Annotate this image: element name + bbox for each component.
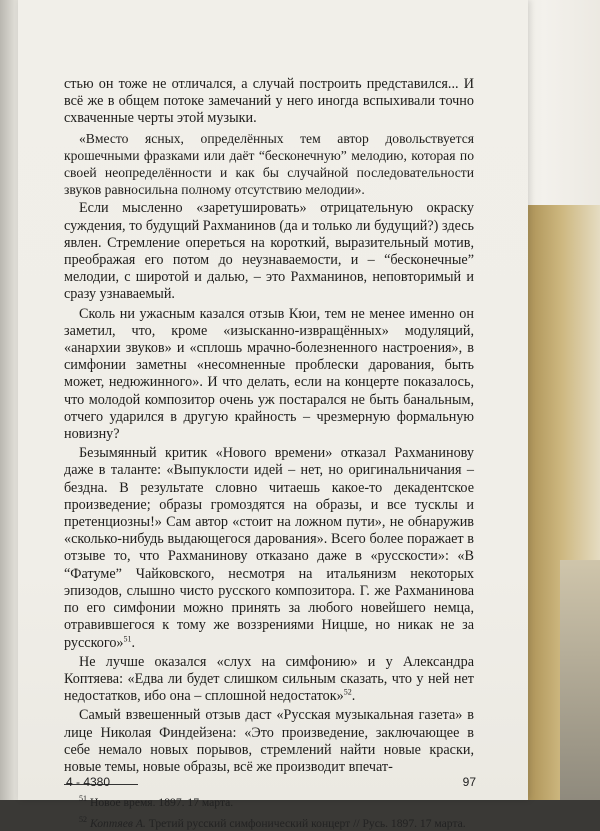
book-page xyxy=(18,0,528,830)
paragraph-quote-cui: «Вместо ясных, определённых тем автор довольствуется крошечными фразками или даёт “бесконечную” мелодию, которая по своей неопределённости и как бы случайной последовательности звуков равносильна полному отсутствию мелодии». xyxy=(64,130,474,198)
paragraph-retouch: Если мысленно «заретушировать» отрицательную окраску суждения, то будущий Рахманинов (да и только ли будущий?) здесь явлен. Стремление опереться на короткий, выразительный мотив, преображая его потом до неузнаваемости, и – “бесконечные” мелодии, с широтой и далью, – это Рахманинов, неповторимый и сразу узнаваемый. xyxy=(64,200,474,303)
paragraph-findeisen: Самый взвешенный отзыв даст «Русская музыкальная газета» в лице Николая Финдейзена: «Это произведение, заключающее в себе немало новых порывов, стремлений найти новые краски, новые темы, новые образы, всё же производит впечат- xyxy=(64,707,474,775)
paragraph-text: Безымянный критик «Нового времени» отказал Рахманинову даже в таланте: «Выпуклости идей – нет, но оригинальничания – бездна. В результате словно читаешь какое-то декадентское произведение; образы громоздятся на образы, и все тусклы и претенциозны!» Сам автор «стоит на ложном пути», не обнаружив «сколько-нибудь выдающегося дарования». Всего более поражает в отзыве то, что Рахманинову отказано даже в «русскости»: «В “Фатуме” Чайковского, несмотря на итальянизм некоторых эпизодов, слышно чисто русского композитора. Г. же Рахманинова по его симфонии можно принять за любого новейшего немца, отравившегося к тому же воззрениями Ницше, но никак не за русского» xyxy=(64,445,474,651)
footnote-number: 51 xyxy=(79,794,87,804)
page-number: 97 xyxy=(462,775,476,789)
footnote-author: Коптяев А. xyxy=(90,816,146,830)
page-footer xyxy=(66,775,476,791)
footnote-number: 52 xyxy=(79,814,87,824)
paragraph-continuation: стью он тоже не отличался, а случай построить представился... И всё же в общем потоке замечаний у него иногда вспыхивали точно схваченные черты этой музыки. xyxy=(64,76,474,127)
footnote-text: Новое время. 1897. 17 марта. xyxy=(90,795,234,809)
footnote-52 xyxy=(64,812,474,831)
page-body xyxy=(64,76,474,831)
footnote-text: Третий русский симфонический концерт // Русь. 1897. 17 марта. xyxy=(148,816,466,830)
paragraph-text: Не лучше оказался «слух на симфонию» и у Александра Коптяева: «Едва ли будет слишком сильным сказать, что у ней нет недостатков, ибо она – сплошной недостаток» xyxy=(64,653,474,705)
paragraph-koptyaev: Не лучше оказался «слух на симфонию» и у Александра Коптяева: «Едва ли будет слишком сильным сказать, что у ней нет недостатков, ибо она – сплошной недостаток»$^{52}$. xyxy=(64,653,474,705)
page-spine-shadow xyxy=(0,0,14,800)
footnote-ref: 52 xyxy=(343,687,352,697)
printer-signature: 4 - 4380 xyxy=(66,775,111,789)
paragraph-novoe-vremya: Безымянный критик «Нового времени» отказал Рахманинову даже в таланте: «Выпуклости идей – нет, но оригинальничания – бездна. В результате словно читаешь какое-то декадентское произведение; образы громоздятся на образы, и все тусклы и претенциозны!» Сам автор «стоит на ложном пути», не обнаружив «сколько-нибудь выдающегося дарования». Всего более поражает в отзыве то, что Рахманинову отказано даже в «русскости»: «В “Фатуме” Чайковского, несмотря на итальянизм некоторых эпизодов, слышно чисто русского композитора. Г. же Рахманинова по его симфонии можно принять за любого новейшего немца, отравившегося к тому же воззрениями Ницше, но никак не за русского»$^{51}$. xyxy=(64,445,474,651)
paragraph-cui-review: Сколь ни ужасным казался отзыв Кюи, тем не менее именно он заметил, что, кроме «изысканно-извращённых» модуляций, «анархии звуков» и «сплошь мрачно-болезненного настроения», в симфонии заметны «несомненные проблески дарования, быть может, недюжинного». И что делать, если на концерте показалось, что молодой композитор очень уж постарался не быть банальным, отчего ударился в другую крайность – чрезмерную формальную новизну? xyxy=(64,305,474,443)
book-cover-shadow xyxy=(560,560,600,800)
footnote-51 xyxy=(64,791,474,810)
footnote-ref: 51 xyxy=(123,633,132,643)
